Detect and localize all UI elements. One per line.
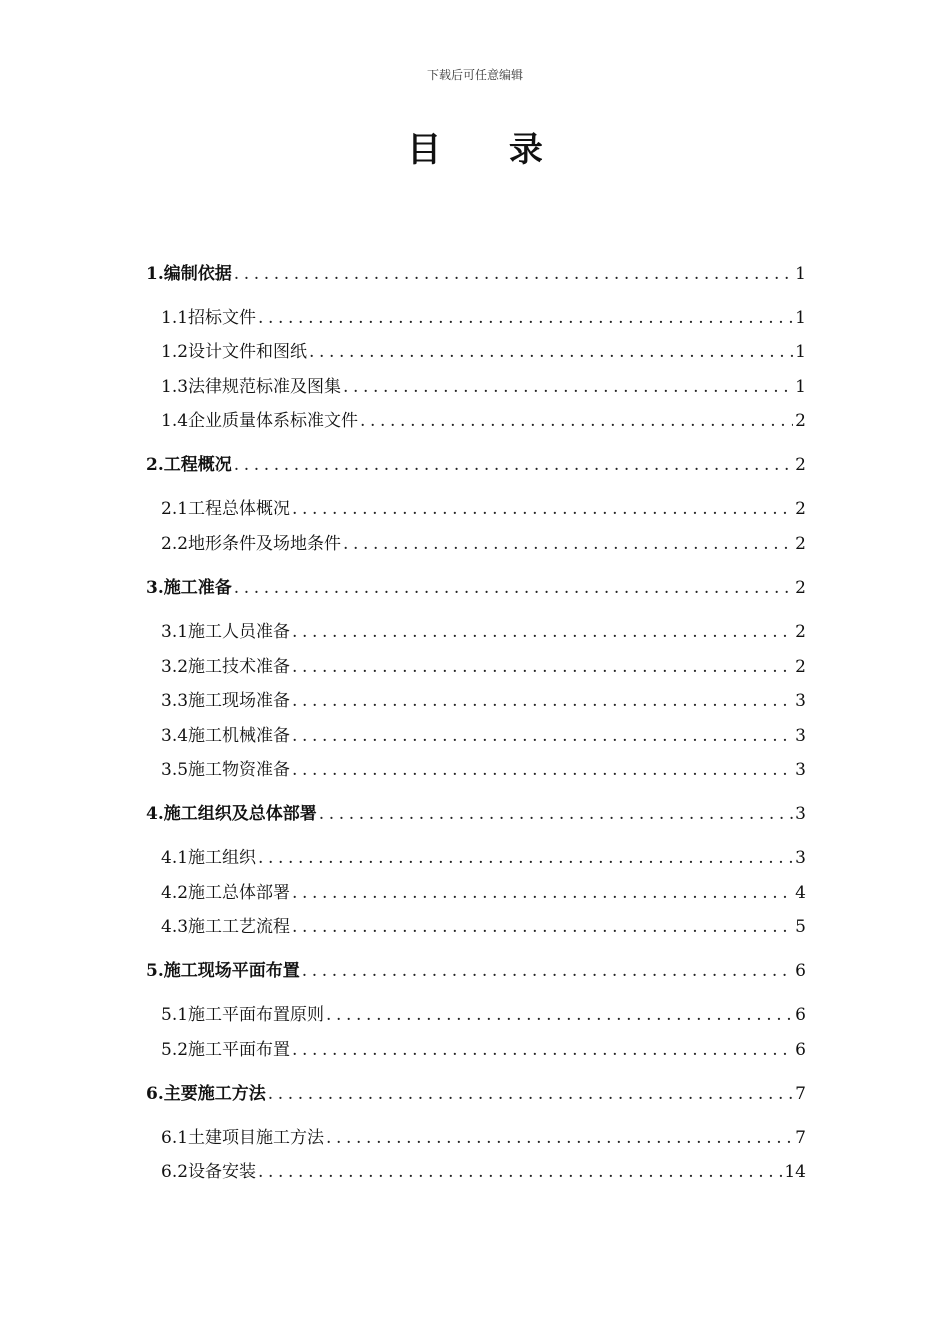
toc-entry-number: 1.4 <box>161 411 189 431</box>
toc-page-number: 2 <box>795 455 806 475</box>
toc-dot-leader <box>292 497 793 521</box>
toc-dot-leader <box>292 724 793 748</box>
toc-entry-number: 4.3 <box>161 917 189 937</box>
toc-page-number: 7 <box>795 1084 806 1104</box>
toc-dot-leader <box>360 409 793 433</box>
toc-entry-number: 2.1 <box>161 499 189 519</box>
toc-dot-leader <box>292 620 793 644</box>
toc-entry-1-2[interactable] <box>161 340 806 364</box>
toc-page-number: 2 <box>795 578 806 598</box>
toc-page-number: 6 <box>795 1040 806 1060</box>
toc-entry-title: 施工组织 <box>188 848 257 868</box>
toc-entry-title: 土建项目施工方法 <box>188 1128 325 1148</box>
toc-entry-title: 施工物资准备 <box>188 760 291 780</box>
toc-entry-4[interactable] <box>146 802 806 826</box>
toc-page-number: 3 <box>795 848 806 868</box>
toc-entry-6-1[interactable] <box>161 1126 806 1150</box>
toc-page-number: 1 <box>795 308 806 328</box>
toc-page-number: 2 <box>795 499 806 519</box>
toc-dot-leader <box>234 576 793 600</box>
toc-dot-leader <box>292 1038 793 1062</box>
toc-entry-number: 4.1 <box>161 848 189 868</box>
toc-page-number: 6 <box>795 961 806 981</box>
toc-dot-leader <box>234 453 793 477</box>
toc-entry-number: 4.2 <box>161 883 189 903</box>
toc-page-number: 1 <box>795 264 806 284</box>
toc-entry-3[interactable] <box>146 576 806 600</box>
toc-dot-leader <box>292 758 793 782</box>
toc-entry-5-2[interactable] <box>161 1038 806 1062</box>
toc-entry-number: 3.2 <box>161 657 189 677</box>
toc-entry-title: 企业质量体系标准文件 <box>188 411 359 431</box>
toc-entry-1-1[interactable] <box>161 306 806 330</box>
toc-dot-leader <box>343 532 793 556</box>
toc-entry-2-2[interactable] <box>161 532 806 556</box>
toc-entry-5[interactable] <box>146 959 806 983</box>
toc-entry-number: 1.1 <box>161 308 189 328</box>
toc-entry-title: 编制依据 <box>163 264 232 284</box>
toc-entry-1-4[interactable] <box>161 409 806 433</box>
toc-entry-title: 设计文件和图纸 <box>188 342 308 362</box>
toc-entry-3-5[interactable] <box>161 758 806 782</box>
toc-dot-leader <box>292 689 793 713</box>
toc-entry-number: 6. <box>146 1084 164 1104</box>
toc-dot-leader <box>258 306 793 330</box>
toc-entry-3-4[interactable] <box>161 724 806 748</box>
toc-entry-6-2[interactable] <box>161 1160 806 1184</box>
toc-page-number: 3 <box>795 691 806 711</box>
toc-dot-leader <box>258 846 793 870</box>
toc-dot-leader <box>343 375 793 399</box>
toc-entry-1-3[interactable] <box>161 375 806 399</box>
toc-entry-4-1[interactable] <box>161 846 806 870</box>
toc-entry-number: 1.2 <box>161 342 189 362</box>
toc-dot-leader <box>292 915 793 939</box>
toc-entry-title: 施工平面布置原则 <box>188 1005 325 1025</box>
toc-entry-title: 主要施工方法 <box>163 1084 266 1104</box>
toc-dot-leader <box>258 1160 782 1184</box>
toc-page-number: 6 <box>795 1005 806 1025</box>
toc-entry-number: 1. <box>146 264 164 284</box>
toc-entry-number: 5.1 <box>161 1005 189 1025</box>
toc-entry-2[interactable] <box>146 453 806 477</box>
toc-dot-leader <box>292 881 793 905</box>
toc-dot-leader <box>309 340 793 364</box>
page-header-note: 下载后可任意编辑 <box>426 68 523 82</box>
toc-entry-title: 地形条件及场地条件 <box>188 534 342 554</box>
toc-entry-title: 施工工艺流程 <box>188 917 291 937</box>
page-title: 目 录 <box>407 130 571 170</box>
toc-entry-title: 施工现场平面布置 <box>163 961 300 981</box>
toc-entry-title: 工程总体概况 <box>188 499 291 519</box>
toc-entry-title: 工程概况 <box>163 455 232 475</box>
toc-page-number: 2 <box>795 622 806 642</box>
toc-page-number: 4 <box>795 883 806 903</box>
toc-page-number: 3 <box>795 804 806 824</box>
toc-entry-title: 施工组织及总体部署 <box>163 804 317 824</box>
toc-page-number: 3 <box>795 726 806 746</box>
toc-entry-number: 2. <box>146 455 164 475</box>
toc-entry-number: 6.1 <box>161 1128 189 1148</box>
toc-entry-3-2[interactable] <box>161 655 806 679</box>
toc-entry-number: 3. <box>146 578 164 598</box>
toc-entry-title: 施工技术准备 <box>188 657 291 677</box>
toc-entry-number: 5.2 <box>161 1040 189 1060</box>
toc-entry-number: 4. <box>146 804 164 824</box>
toc-entry-number: 3.1 <box>161 622 189 642</box>
toc-entry-title: 施工总体部署 <box>188 883 291 903</box>
toc-entry-4-3[interactable] <box>161 915 806 939</box>
toc-entry-title: 招标文件 <box>188 308 257 328</box>
toc-page-number: 7 <box>795 1128 806 1148</box>
toc-entry-number: 1.3 <box>161 377 189 397</box>
toc-entry-6[interactable] <box>146 1082 806 1106</box>
toc-entry-1[interactable] <box>146 262 806 286</box>
toc-entry-title: 施工人员准备 <box>188 622 291 642</box>
toc-page-number: 2 <box>795 657 806 677</box>
toc-entry-title: 法律规范标准及图集 <box>188 377 342 397</box>
toc-entry-number: 3.4 <box>161 726 189 746</box>
toc-entry-number: 6.2 <box>161 1162 189 1182</box>
toc-dot-leader <box>234 262 793 286</box>
toc-dot-leader <box>302 959 793 983</box>
toc-page-number: 14 <box>784 1162 806 1182</box>
toc-entry-number: 5. <box>146 961 164 981</box>
toc-dot-leader <box>268 1082 793 1106</box>
toc-page-number: 5 <box>795 917 806 937</box>
toc-entry-title: 设备安装 <box>188 1162 257 1182</box>
toc-entry-number: 3.3 <box>161 691 189 711</box>
toc-dot-leader <box>292 655 793 679</box>
toc-entry-title: 施工平面布置 <box>188 1040 291 1060</box>
toc-entry-5-1[interactable] <box>161 1003 806 1027</box>
toc-entry-4-2[interactable] <box>161 881 806 905</box>
toc-page-number: 3 <box>795 760 806 780</box>
toc-page-number: 2 <box>795 534 806 554</box>
toc-entry-3-1[interactable] <box>161 620 806 644</box>
toc-page-number: 2 <box>795 411 806 431</box>
toc-page-number: 1 <box>795 342 806 362</box>
toc-entry-title: 施工机械准备 <box>188 726 291 746</box>
toc-entry-number: 2.2 <box>161 534 189 554</box>
toc-entry-2-1[interactable] <box>161 497 806 521</box>
toc-entry-title: 施工准备 <box>163 578 232 598</box>
toc-entry-title: 施工现场准备 <box>188 691 291 711</box>
toc-entry-3-3[interactable] <box>161 689 806 713</box>
toc-page-number: 1 <box>795 377 806 397</box>
toc-entry-number: 3.5 <box>161 760 189 780</box>
toc-dot-leader <box>326 1003 793 1027</box>
toc-dot-leader <box>326 1126 793 1150</box>
toc-dot-leader <box>319 802 793 826</box>
